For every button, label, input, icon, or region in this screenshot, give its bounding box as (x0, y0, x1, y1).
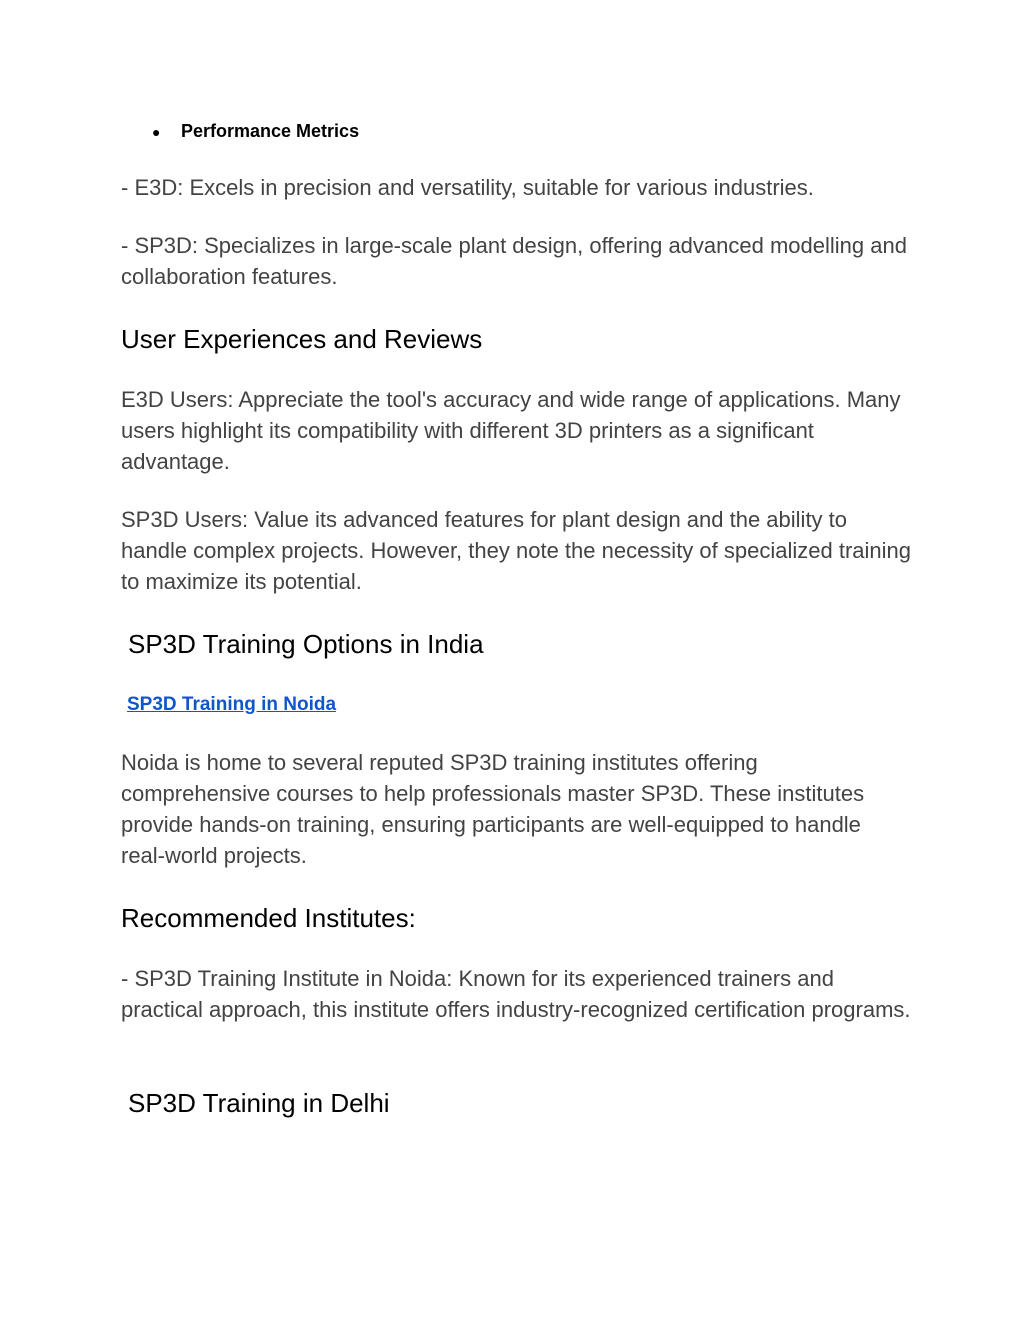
sp3d-users-text: SP3D Users: Value its advanced features for plant design and the ability to handle complex projects. However, they note the necessity of specialized training to maximize its potential. (121, 507, 911, 594)
training-options-heading: SP3D Training Options in India (128, 629, 484, 659)
noida-training-link[interactable]: SP3D Training in Noida (127, 694, 337, 715)
bullet-list-item (152, 121, 359, 142)
recommended-institutes-heading: Recommended Institutes: (121, 903, 416, 933)
bullet-label: Performance Metrics (181, 121, 360, 141)
reviews-heading: User Experiences and Reviews (121, 324, 483, 354)
bullet-icon: ● (152, 123, 161, 140)
noida-description-text: Noida is home to several reputed SP3D training institutes offering comprehensive courses to help professionals master SP3D. These institutes provide hands-on training, ensuring participants are well-equipped to handle real-world projects. (121, 750, 865, 868)
e3d-users-text: E3D Users: Appreciate the tool's accuracy and wide range of applications. Many users highlight its compatibility with different 3D printers as a significant advantage. (121, 387, 901, 474)
performance-sp3d-text: - SP3D: Specializes in large-scale plant design, offering advanced modelling and collaboration features. (121, 233, 907, 289)
performance-e3d-text: - E3D: Excels in precision and versatility, suitable for various industries. (121, 175, 814, 200)
delhi-training-heading: SP3D Training in Delhi (128, 1088, 390, 1118)
institute-item-text: - SP3D Training Institute in Noida: Known for its experienced trainers and practical approach, this institute offers industry-recognized certification programs. (121, 966, 911, 1022)
